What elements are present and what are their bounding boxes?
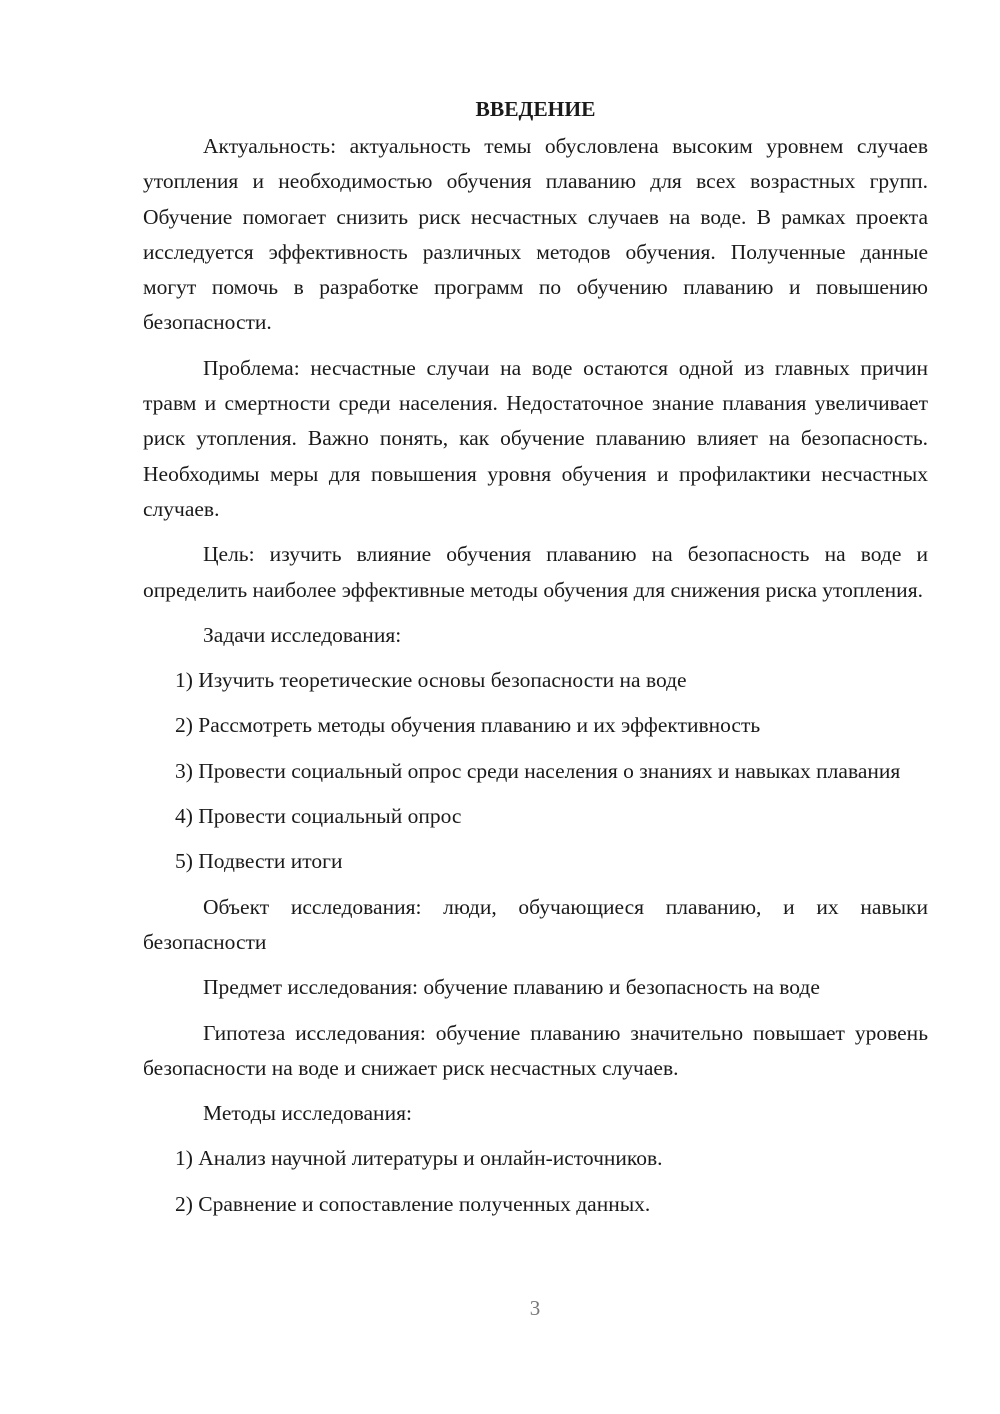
method-item-2: 2) Сравнение и сопоставление полученных данных. — [175, 1191, 651, 1216]
goal-paragraph: Цель: изучить влияние обучения плаванию на безопасность на воде и определить наиболее эффективные методы обучения для снижения риска утопления. — [143, 542, 928, 602]
task-item-4: 4) Провести социальный опрос — [175, 804, 462, 829]
problem-paragraph: Проблема: несчастные случаи на воде остаются одной из главных причин травм и смертности среди населения. Недостаточное знание плавания увеличивает риск утопления. Важно понять, как обучение плаванию влияет на безопасность. Необходимы меры для повышения уровня обучения и профилактики несчастных случаев. — [143, 355, 928, 521]
task-item-3: 3) Провести социальный опрос среди населения о знаниях и навыках плавания — [175, 758, 901, 783]
task-item-2: 2) Рассмотреть методы обучения плаванию и их эффективность — [175, 713, 761, 738]
page-number: 3 — [529, 1296, 541, 1320]
subject-paragraph: Предмет исследования: обучение плаванию и безопасность на воде — [203, 975, 820, 1000]
task-item-5: 5) Подвести итоги — [175, 849, 343, 874]
document-page — [143, 92, 928, 1222]
page-title: ВВЕДЕНИЕ — [475, 97, 596, 121]
relevance-paragraph: Актуальность: актуальность темы обусловлена высоким уровнем случаев утопления и необходимостью обучения плаванию для всех возрастных групп. Обучение помогает снизить риск несчастных случаев на воде. В рамках проекта исследуется эффективность различных методов обучения. Полученные данные могут помочь в разработке программ по обучению плаванию и повышению безопасности. — [143, 134, 928, 335]
method-item-1: 1) Анализ научной литературы и онлайн-источников. — [175, 1146, 663, 1171]
hypothesis-paragraph: Гипотеза исследования: обучение плаванию значительно повышает уровень безопасности на воде и снижает риск несчастных случаев. — [143, 1020, 928, 1080]
task-item-1: 1) Изучить теоретические основы безопасности на воде — [175, 668, 687, 693]
tasks-heading: Задачи исследования: — [203, 622, 402, 647]
methods-heading: Методы исследования: — [203, 1101, 412, 1126]
object-paragraph: Объект исследования: люди, обучающиеся плаванию, и их навыки безопасности — [143, 894, 928, 954]
